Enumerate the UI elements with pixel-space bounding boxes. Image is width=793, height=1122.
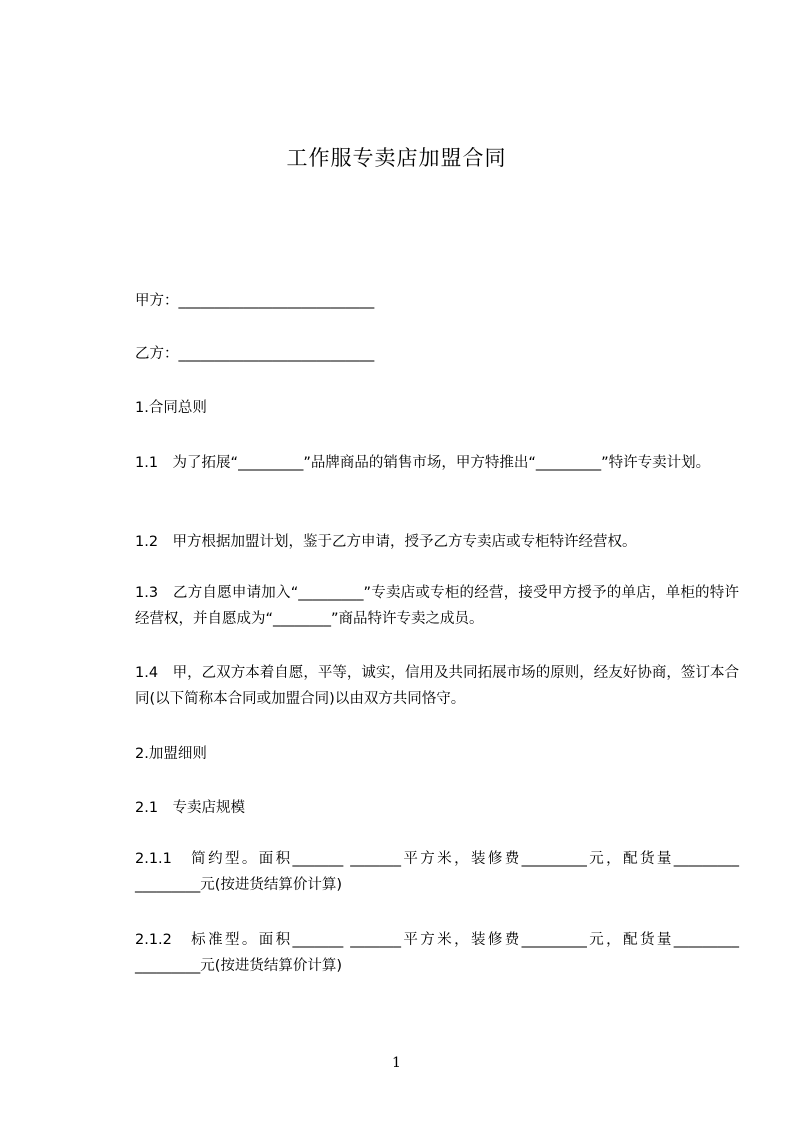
party-a-line: 甲方：___________________________ (135, 293, 375, 309)
page-number: 1 (392, 1055, 401, 1071)
section-2-heading: 2.加盟细则 (135, 746, 207, 762)
party-b-line: 乙方：___________________________ (135, 346, 375, 362)
clause-2-1: 2.1 专卖店规模 (135, 800, 246, 816)
section-1-heading: 1.合同总则 (135, 400, 207, 416)
clause-1-1: 1.1 为了拓展“_________”品牌商品的销售市场，甲方特推出“_________”特许专卖计划。 (135, 455, 711, 471)
clause-2-1-1: 2.1.1 简约型。面积_______ _______平方米，装修费_________元，配货量_________ _________元(按进货结算价计算) (135, 851, 754, 893)
clause-1-4: 1.4 甲，乙双方本着自愿，平等，诚实，信用及共同拓展市场的原则，经友好协商，签订本合同(以下简称本合同或加盟合同)以由双方共同恪守。 (135, 665, 739, 707)
clause-1-2: 1.2 甲方根据加盟计划，鉴于乙方申请，授予乙方专卖店或专柜特许经营权。 (135, 534, 637, 550)
clause-1-3: 1.3 乙方自愿申请加入“_________”专卖店或专柜的经营，接受甲方授予的单店，单柜的特许经营权，并自愿成为“________”商品特许专卖之成员。 (135, 585, 739, 627)
document-title: 工作服专卖店加盟合同 (286, 146, 507, 170)
clause-2-1-2: 2.1.2 标准型。面积_______ _______平方米，装修费_________元，配货量_________ _________元(按进货结算价计算) (135, 932, 754, 974)
